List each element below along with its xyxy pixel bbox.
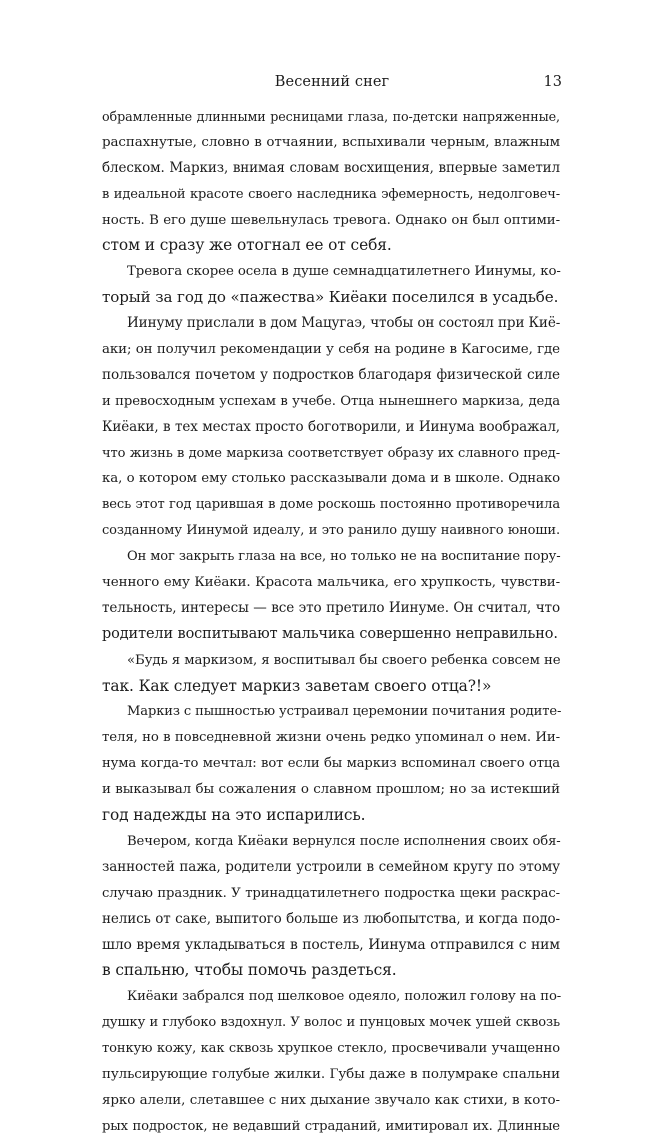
page-number: 13 xyxy=(543,74,562,90)
text-line: нума когда-то мечтал: вот если бы маркиз вспоминал своего отца xyxy=(102,756,560,772)
text-line: и выказывал бы сожаления о славном прошлом; но за истекший xyxy=(102,782,560,798)
text-line: обрамленные длинными ресницами глаза, по-детски напряженные, xyxy=(102,109,560,124)
text-line: Он мог закрыть глаза на все, но только не на воспитание пору- xyxy=(127,549,561,565)
text-line: теля, но в повседневной жизни очень редко упоминал о нем. Ии- xyxy=(102,730,560,746)
text-line: ность. В его душе шевельнулась тревога. Однако он был оптими- xyxy=(102,212,560,228)
text-line: пользовался почетом у подростков благодаря физической силе xyxy=(102,366,560,383)
text-line: нелись от саке, выпитого больше из любопытства, и когда подо- xyxy=(102,910,560,927)
text-line: Вечером, когда Киёаки вернулся после исполнения своих обя- xyxy=(127,833,561,849)
text-line: торый за год до «пажества» Киёаки поселился в усадьбе. xyxy=(102,288,559,307)
text-line: Маркиз с пышностью устраивал церемонии почитания родите- xyxy=(127,704,562,720)
running-header xyxy=(102,70,562,94)
text-line: случаю праздник. У тринадцатилетнего подростка щеки раскрас- xyxy=(102,885,560,901)
text-line: тонкую кожу, как сквозь хрупкое стекло, просвечивали учащенно xyxy=(102,1041,560,1057)
text-line: родители воспитывают мальчика совершенно неправильно. xyxy=(102,625,558,642)
text-line: весь этот год царившая в доме роскошь постоянно противоречила xyxy=(102,497,560,513)
text-line: стом и сразу же отогнал ее от себя. xyxy=(102,236,392,255)
text-line: занностей пажа, родители устроили в семейном кругу по этому xyxy=(102,858,560,875)
text-line: в спальню, чтобы помочь раздеться. xyxy=(102,961,397,980)
text-line: год надежды на это испарились. xyxy=(102,806,366,825)
text-line: рых подросток, не ведавший страданий, имитировал их. Длинные xyxy=(102,1118,560,1134)
text-line: блеском. Маркиз, внимая словам восхищения, впервые заметил xyxy=(102,159,560,176)
text-line: ярко алели, слетавшее с них дыхание звучало как стихи, в кото- xyxy=(102,1092,560,1108)
text-line: ченного ему Киёаки. Красота мальчика, его хрупкость, чувстви- xyxy=(102,575,560,591)
text-line: Иинуму прислали в дом Мацугаэ, чтобы он состоял при Киё- xyxy=(127,315,561,332)
text-line: душку и глубоко вздохнул. У волос и пунцовых мочек ушей сквозь xyxy=(102,1015,560,1031)
text-line: аки; он получил рекомендации у себя на родине в Кагосиме, где xyxy=(102,342,560,358)
running-title: Весенний снег xyxy=(274,74,390,90)
text-line: в идеальной красоте своего наследника эфемерность, недолговеч- xyxy=(102,186,560,202)
body-text xyxy=(102,104,560,1140)
text-line: шло время укладываться в постель, Иинума отправился с ним xyxy=(102,936,560,953)
text-line: пульсирующие голубые жилки. Губы даже в полумраке спальни xyxy=(102,1066,560,1082)
text-line: созданному Иинумой идеалу, и это ранило душу наивного юноши. xyxy=(102,523,560,539)
text-line: так. Как следует маркиз заветам своего отца?!» xyxy=(102,676,492,695)
text-line: тельность, интересы — все это претило Иинуме. Он считал, что xyxy=(102,599,560,616)
text-line: и превосходным успехам в учебе. Отца нынешнего маркиза, деда xyxy=(102,393,560,409)
text-line: ка, о котором ему столько рассказывали дома и в школе. Однако xyxy=(102,471,560,487)
text-line: распахнутые, словно в отчаянии, вспыхивали черным, влажным xyxy=(102,134,560,150)
text-line: «Будь я маркизом, я воспитывал бы своего ребенка совсем не xyxy=(127,652,561,668)
text-line: Тревога скорее осела в душе семнадцатилетнего Иинумы, ко- xyxy=(127,264,561,280)
text-line: Киёаки забрался под шелковое одеяло, положил голову на по- xyxy=(127,989,562,1005)
text-line: Киёаки, в тех местах просто боготворили, и Иинума воображал, xyxy=(102,418,560,435)
text-line: что жизнь в доме маркиза соответствует образу их славного пред- xyxy=(102,445,560,461)
